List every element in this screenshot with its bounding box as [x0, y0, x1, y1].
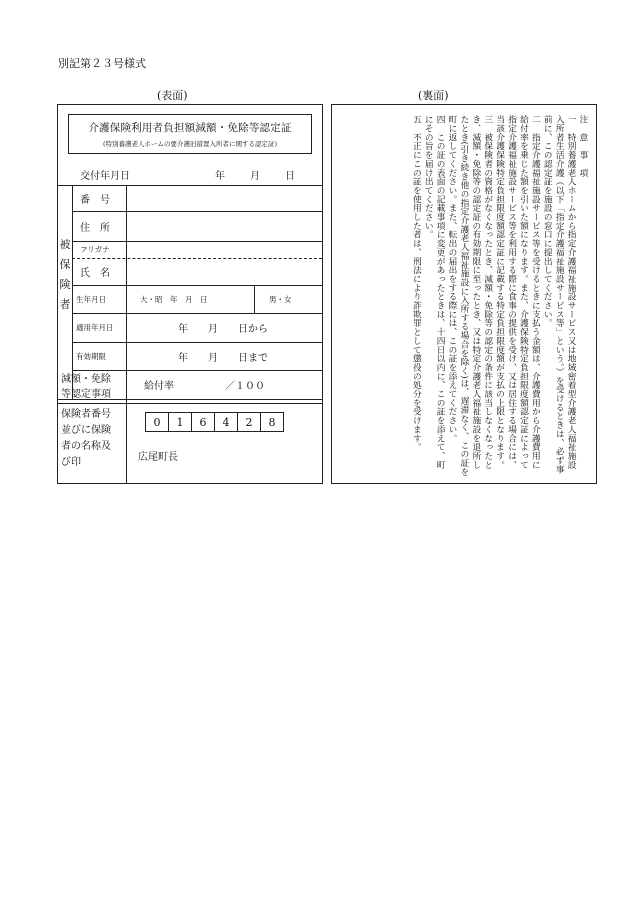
- apply-date-label: 適用年月日: [76, 323, 114, 332]
- issue-date-label: 交付年月日: [80, 171, 130, 182]
- note-item-1: 一 特別養護老人ホームから指定介護福祉施設サービス又は地域密着型介護老人福祉施設入所者生活介護（以下「指定介護福祉施設サービス等」という。）を受けるときは、必ず事前に、この認定証を施設の窓口に提出してください。: [542, 115, 577, 474]
- sex-value: 男・女: [269, 294, 292, 304]
- insurer-digit: 8: [260, 413, 283, 431]
- front-caption: (表面): [157, 89, 188, 102]
- divider: [58, 403, 322, 404]
- insurer-label-line1: 保険者番号: [61, 409, 111, 420]
- certificate-subtitle: (特別養護老人ホームの要介護旧措置入所者に関する認定証): [102, 140, 278, 148]
- birthdate-label: 生年月日: [76, 294, 106, 304]
- insurer-number-boxes: [145, 412, 284, 432]
- issue-date-year-unit: 年: [215, 171, 225, 182]
- apply-date-value: 年 月 日から: [178, 324, 268, 335]
- benefit-rate-label: 給付率: [144, 381, 174, 392]
- insurer-digit: 4: [214, 413, 237, 431]
- insurer-digit: 0: [153, 415, 161, 429]
- insured-label: 被保険者: [59, 238, 71, 311]
- form-number: 別記第２３号様式: [58, 57, 146, 70]
- back-caption: (裏面): [418, 89, 449, 102]
- furigana-label: フリガナ: [80, 245, 110, 254]
- number-label: 番 号: [80, 194, 110, 206]
- birthdate-value: 大・昭 年 月 日: [140, 294, 208, 304]
- note-item-2: 二 指定介護福祉施設サービス等を受けるときに支払う金額は、介護費用から介護費用に給付率を乗じた額を引いた額になります。また、介護保険特定負担限度額認定証によって指定介護福祉施設サービス等を利用する際に食事の提供を受け、又は居住する場合には、当該介護保険特定負担限度額認定証に記載する特定負担限度額が支払の上限となります。: [494, 115, 541, 469]
- insurer-digit: 6: [191, 413, 214, 431]
- notes-heading: 注 意 事 項: [578, 115, 588, 177]
- insurer-name: 広尾町長: [138, 451, 178, 463]
- note-item-4: 四 この証の表面の記載事項に変更があったときは、十四日以内に、この証を添えて、町にその旨を届け出てください。: [423, 115, 446, 469]
- insurer-label-line2: 並びに保険: [61, 425, 111, 436]
- reduction-label-line2: 等認定事項: [61, 388, 111, 400]
- insurer-digit: 1: [168, 413, 191, 431]
- divider: [254, 285, 255, 313]
- insurer-digit: 2: [237, 413, 260, 431]
- note-item-5: 五 不正にこの証を使用した者は、刑法により詐欺罪として懲役の処分を受けます。: [411, 115, 422, 452]
- benefit-rate-value: ／１００: [225, 381, 265, 392]
- address-label: 住 所: [80, 222, 110, 234]
- note-item-3: 三 被保険者の資格がなくなったとき、減額・免除等の認定の条件に該当しなくなったとき、減額・免除等の認定証の有効期限に至ったとき、又は特定介護老人福祉施設を退所したとき(引き続き他の指定介護老人福祉施設に入所する場合を除く)は、遅滞なく、この証を町に返してください。また、転出の届出をする際には、この証を添えてください。: [447, 115, 493, 477]
- insurer-label-line4: び印: [61, 457, 81, 468]
- certificate-title: 介護保険利用者負担額減額・免除等認定証: [88, 122, 292, 134]
- divider: [126, 185, 127, 483]
- valid-until-label: 有効期限: [76, 351, 106, 361]
- valid-until-value: 年 月 日まで: [178, 352, 268, 364]
- notes-text: [409, 115, 588, 477]
- insurer-label-line3: 者の名称及: [61, 441, 111, 452]
- title-box: [68, 114, 312, 154]
- issue-date-month-unit: 月: [250, 171, 260, 182]
- reduction-label-line1: 減額・免除: [61, 373, 111, 385]
- divider: [72, 185, 73, 399]
- name-label: 氏 名: [80, 268, 110, 279]
- back-card: [331, 104, 597, 484]
- issue-date-day-unit: 日: [285, 171, 295, 182]
